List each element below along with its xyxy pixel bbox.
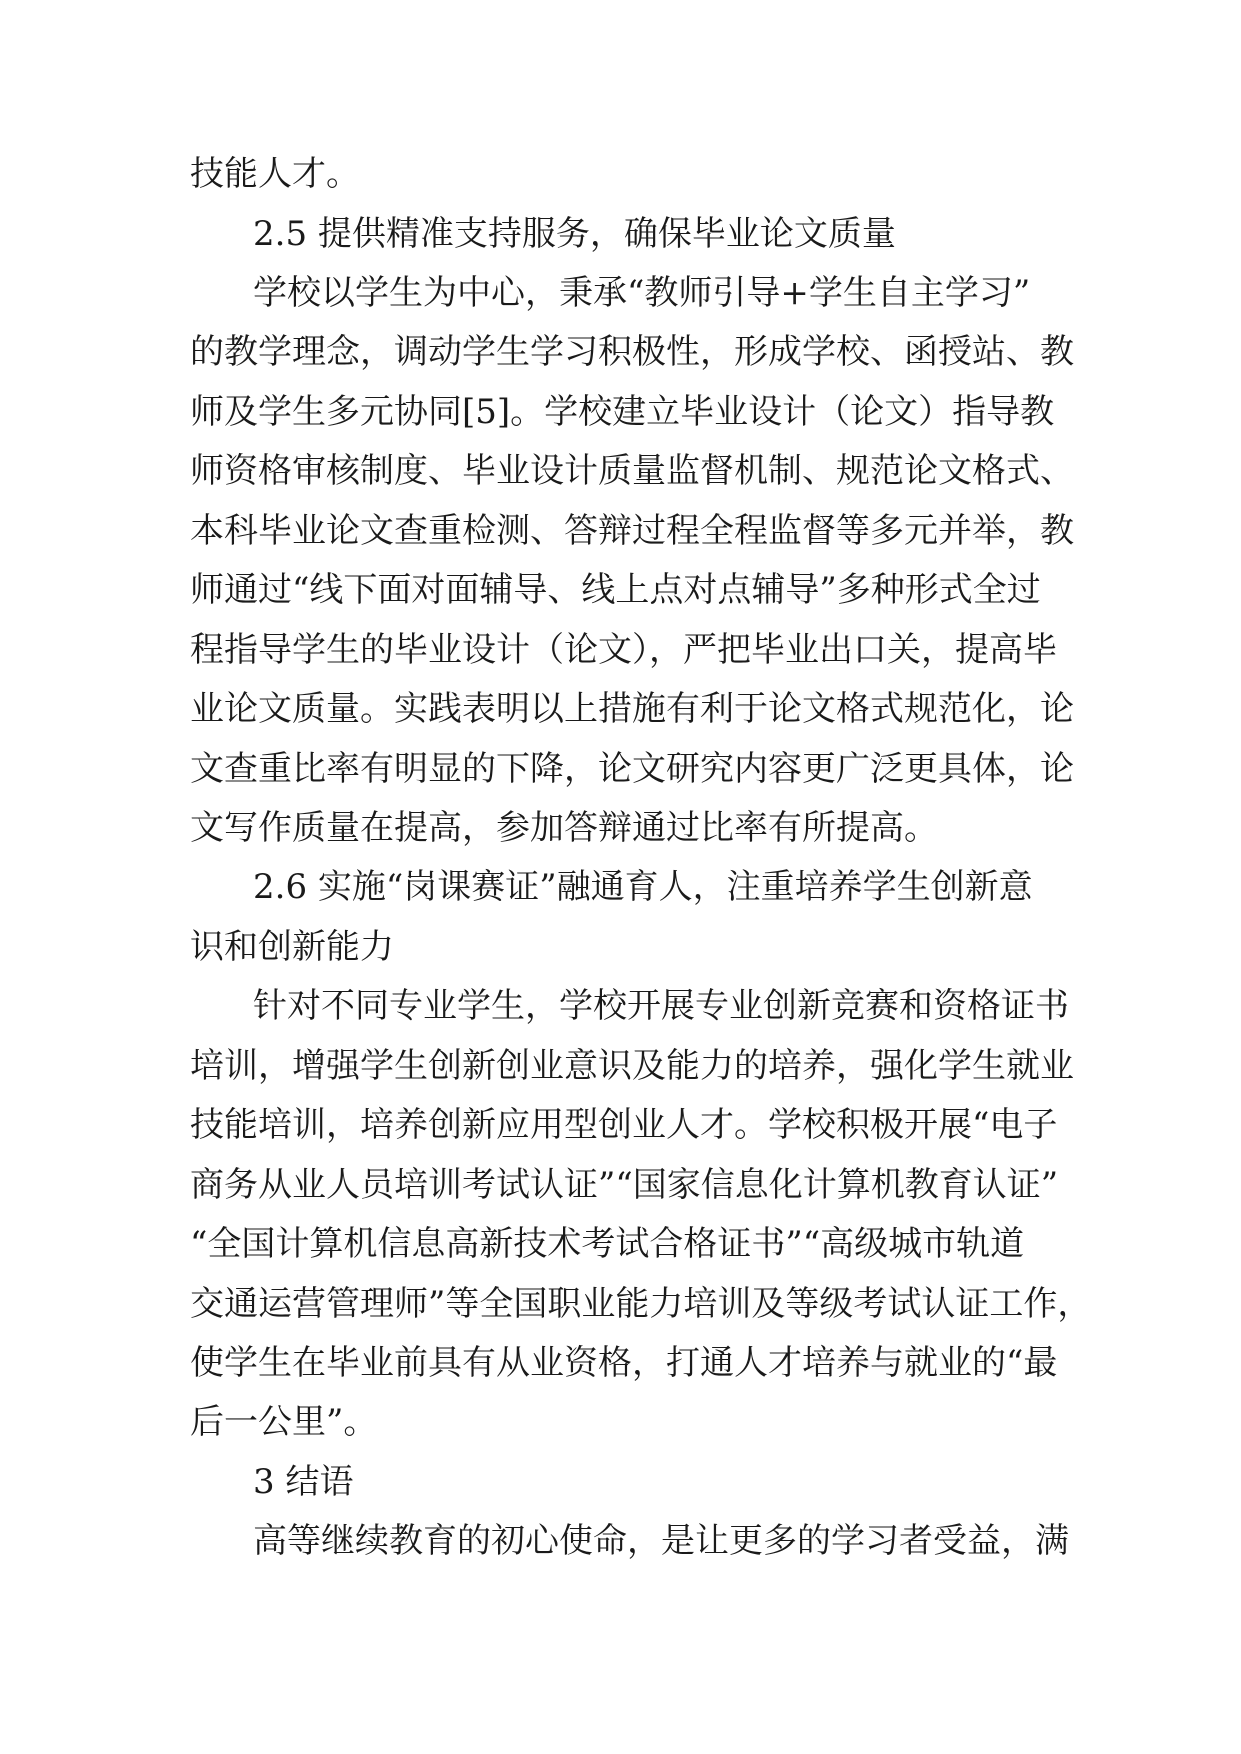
text-line: 交通运营管理师”等全国职业能力培训及等级考试认证工作， — [190, 1284, 1092, 1324]
section-heading: 2.6 实施“岗课赛证”融通育人，注重培养学生创新意 — [253, 867, 1033, 907]
text-line: 本科毕业论文查重检测、答辩过程全程监督等多元并举，教 — [190, 511, 1074, 551]
section-heading: 3 结语 — [253, 1462, 354, 1502]
text-line: 高等继续教育的初心使命，是让更多的学习者受益，满 — [253, 1521, 1069, 1561]
text-line: 师通过“线下面对面辅导、线上点对点辅导”多种形式全过 — [190, 570, 1041, 610]
text-line: 商务从业人员培训考试认证”“国家信息化计算机教育认证” — [190, 1165, 1059, 1205]
text-line: 技能培训，培养创新应用型创业人才。学校积极开展“电子 — [190, 1105, 1058, 1145]
text-line: 师及学生多元协同[5]。学校建立毕业设计（论文）指导教 — [190, 392, 1055, 432]
text-line: “全国计算机信息高新技术考试合格证书”“高级城市轨道 — [190, 1224, 1025, 1264]
text-line: 技能人才。 — [190, 154, 360, 194]
section-heading: 2.5 提供精准支持服务，确保毕业论文质量 — [253, 214, 896, 254]
section-heading-continued: 识和创新能力 — [190, 927, 394, 967]
text-line: 文写作质量在提高，参加答辩通过比率有所提高。 — [190, 808, 938, 848]
text-line: 针对不同专业学生，学校开展专业创新竞赛和资格证书 — [253, 986, 1069, 1026]
text-line: 文查重比率有明显的下降，论文研究内容更广泛更具体，论 — [190, 749, 1074, 789]
text-line: 使学生在毕业前具有从业资格，打通人才培养与就业的“最 — [190, 1343, 1058, 1383]
text-line: 培训，增强学生创新创业意识及能力的培养，强化学生就业 — [190, 1046, 1074, 1086]
text-line: 的教学理念，调动学生学习积极性，形成学校、函授站、教 — [190, 332, 1074, 372]
text-line: 程指导学生的毕业设计（论文），严把毕业出口关，提高毕 — [190, 630, 1057, 670]
text-line: 后一公里”。 — [190, 1402, 378, 1442]
text-line: 师资格审核制度、毕业设计质量监督机制、规范论文格式、 — [190, 451, 1074, 491]
text-line: 业论文质量。实践表明以上措施有利于论文格式规范化，论 — [190, 689, 1074, 729]
text-line: 学校以学生为中心，秉承“教师引导+学生自主学习” — [253, 273, 1031, 313]
